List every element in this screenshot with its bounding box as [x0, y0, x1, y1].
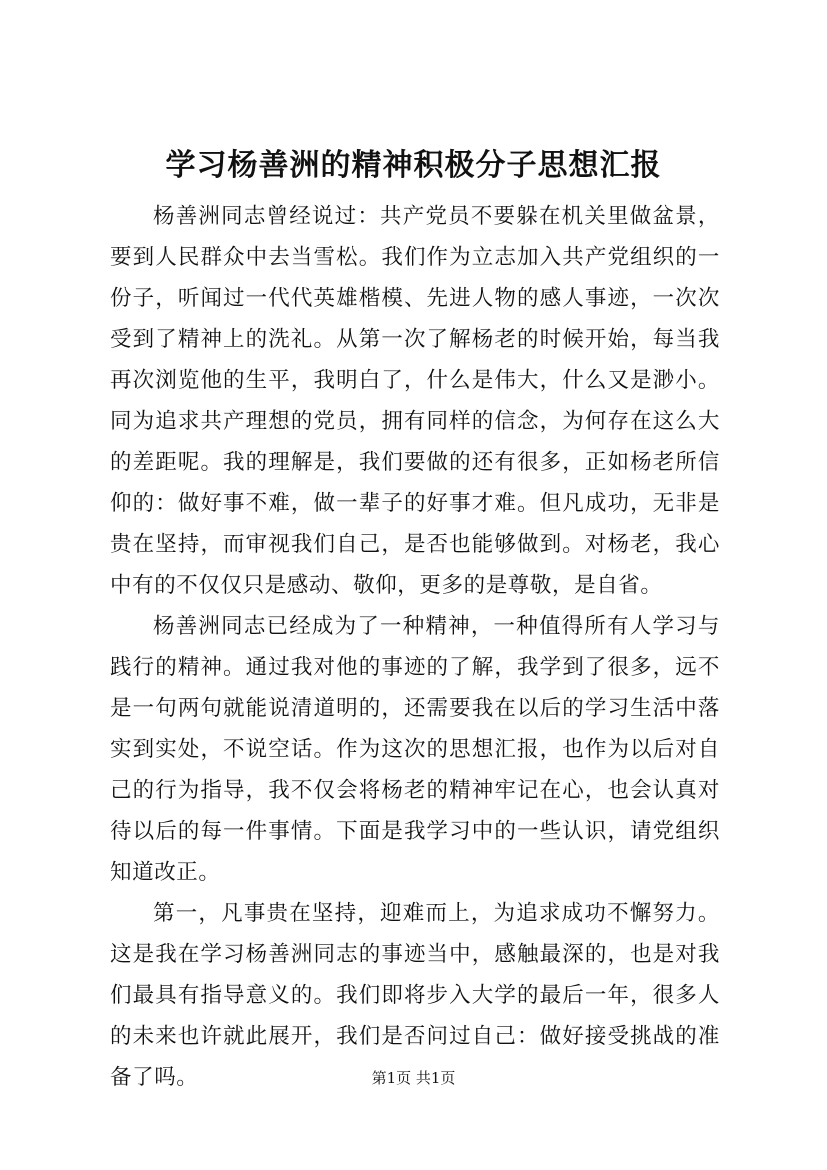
paragraph-1: 杨善洲同志曾经说过：共产党员不要躲在机关里做盆景，要到人民群众中去当雪松。我们作为立志加入共产党组织的一份子，听闻过一代代英雄楷模、先进人物的感人事迹，一次次受到了精神上的洗礼。从第一次了解杨老的时候开始，每当我再次浏览他的生平，我明白了，什么是伟大，什么又是渺小。同为追求共产理想的党员，拥有同样的信念，为何存在这么大的差距呢。我的理解是，我们要做的还有很多，正如杨老所信仰的：做好事不难，做一辈子的好事才难。但凡成功，无非是贵在坚持，而审视我们自己，是否也能够做到。对杨老，我心中有的不仅仅只是感动、敬仰，更多的是尊敬，是自省。: [110, 204, 720, 598]
paragraph-2: 杨善洲同志已经成为了一种精神，一种值得所有人学习与践行的精神。通过我对他的事迹的了解，我学到了很多，远不是一句两句就能说清道明的，还需要我在以后的学习生活中落实到实处，不说空话。作为这次的思想汇报，也作为以后对自己的行为指导，我不仅会将杨老的精神牢记在心，也会认真对待以后的每一件事情。下面是我学习中的一些认识，请党组织知道改正。: [110, 614, 720, 885]
page-number-footer: 第1页 共1页: [371, 1069, 456, 1087]
document-title: 学习杨善洲的精神积极分子思想汇报: [165, 148, 662, 183]
document-body: [110, 196, 720, 1098]
paragraph-3: 第一，凡事贵在坚持，迎难而上，为追求成功不懈努力。这是我在学习杨善洲同志的事迹当中，感触最深的，也是对我们最具有指导意义的。我们即将步入大学的最后一年，很多人的未来也许就此展开，我们是否问过自己：做好接受挑战的准备了吗。: [110, 901, 720, 1090]
